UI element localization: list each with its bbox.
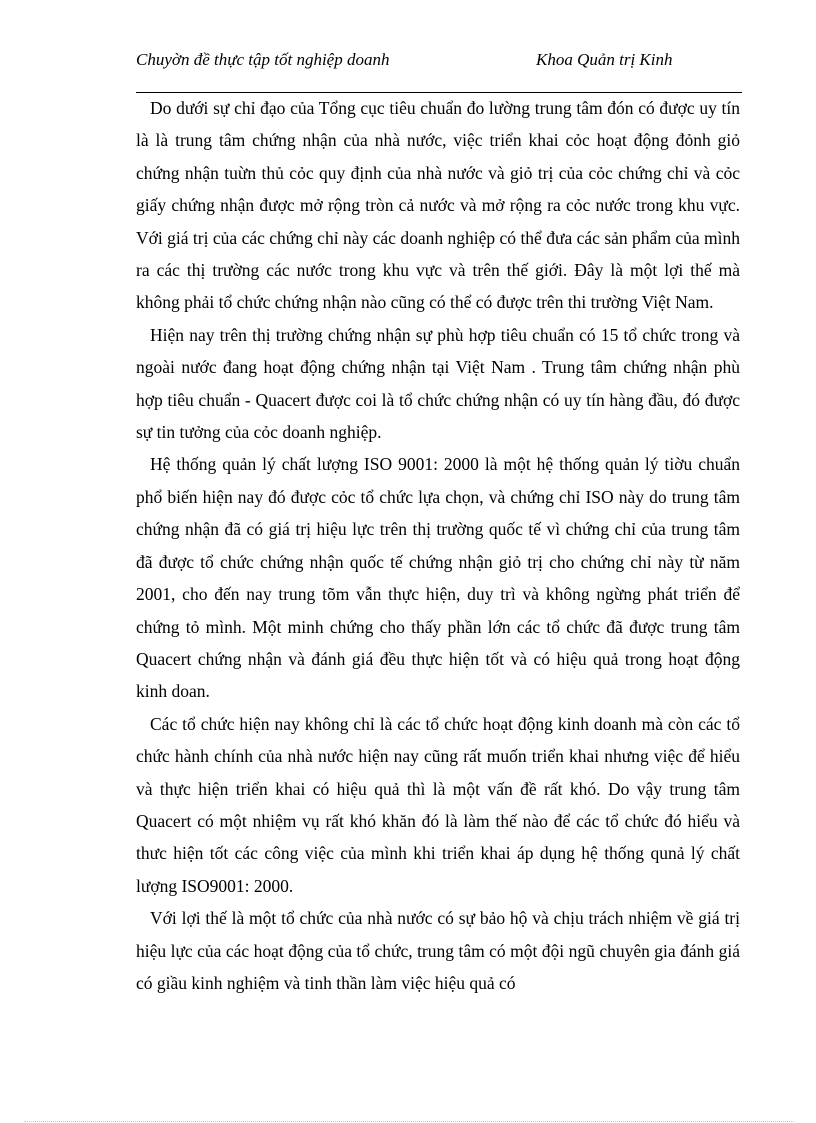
document-body: [136, 92, 740, 999]
paragraph: Với lợi thế là một tổ chức của nhà nước có sự bảo hộ và chịu trách nhiệm về giá trị hiệu lực của các hoạt động của tổ chức, trung tâm có một đội ngũ chuyên gia đánh giá có giầu kinh nghiệm và tinh thần làm việc hiệu quả có: [136, 908, 740, 993]
paragraph: Hiện nay trên thị trường chứng nhận sự phù hợp tiêu chuẩn có 15 tổ chức trong và ngoài nước đang hoạt động chứng nhận tại Việt Nam . Trung tâm chứng nhận phù hợp tiêu chuẩn - Quacert được coi là tổ chức chứng nhận có uy tín hàng đầu, đó được sự tin tưởng của cỏc doanh nghiệp.: [136, 324, 740, 443]
header-right-title: Khoa Quản trị Kinh: [536, 50, 673, 69]
paragraph: Do dưới sự chỉ đạo của Tổng cục tiêu chuẩn đo lường trung tâm đón có được uy tín là là trung tâm chứng nhận của nhà nước, việc triển khai cỏc hoạt động đỏnh giỏ chứng nhận tuừn thủ cỏc quy định của nhà nước và giỏ trị của cỏc chứng chỉ và cỏc giấy chứng nhận được mở rộng tròn cả nước và mở rộng ra cỏc nước trong khu vực. Với giá trị của các chứng chỉ này các doanh nghiệp có thể đưa các sản phẩm của mình ra các thị trường các nước trong khu vực và trên thế giới. Đây là một lợi thế mà không phải tổ chức chứng nhận nào cũng có thể có được trên thi trường Việt Nam.: [136, 98, 740, 313]
header-left-title: Chuyờn đề thực tập tốt nghiệp doanh: [136, 50, 390, 69]
paragraph: Hệ thống quản lý chất lượng ISO 9001: 2000 là một hệ thống quản lý tiờu chuẩn phổ biến hiện nay đó được cỏc tổ chức lựa chọn, và chứng chỉ ISO này do trung tâm chứng nhận đã có giá trị hiệu lực trên thị trường quốc tế vì chứng chỉ của trung tâm đã được tổ chức chứng nhận quốc tế chứng nhận giỏ trị cho chứng chỉ này từ năm 2001, cho đến nay trung tõm vẫn thực hiện, duy trì và không ngừng phát triển để chứng tỏ mình. Một minh chứng cho thấy phần lớn các tổ chức đã được trung tâm Quacert chứng nhận và đánh giá đều thực hiện tốt và có hiệu quả trong hoạt động kinh doan.: [136, 454, 740, 702]
page-bottom-border: [24, 1121, 794, 1122]
paragraph: Các tổ chức hiện nay không chỉ là các tổ chức hoạt động kinh doanh mà còn các tổ chức hành chính của nhà nước hiện nay cũng rất muốn triển khai nhưng việc để hiểu và thực hiện triển khai có hiệu quả thì là một vấn đề rất khó. Do vậy trung tâm Quacert có một nhiệm vụ rất khó khăn đó là làm thế nào để các tổ chức đó hiểu và thưc hiện tốt các công việc của mình khi triển khai áp dụng hệ thống qunả lý chất lượng ISO9001: 2000.: [136, 713, 740, 896]
